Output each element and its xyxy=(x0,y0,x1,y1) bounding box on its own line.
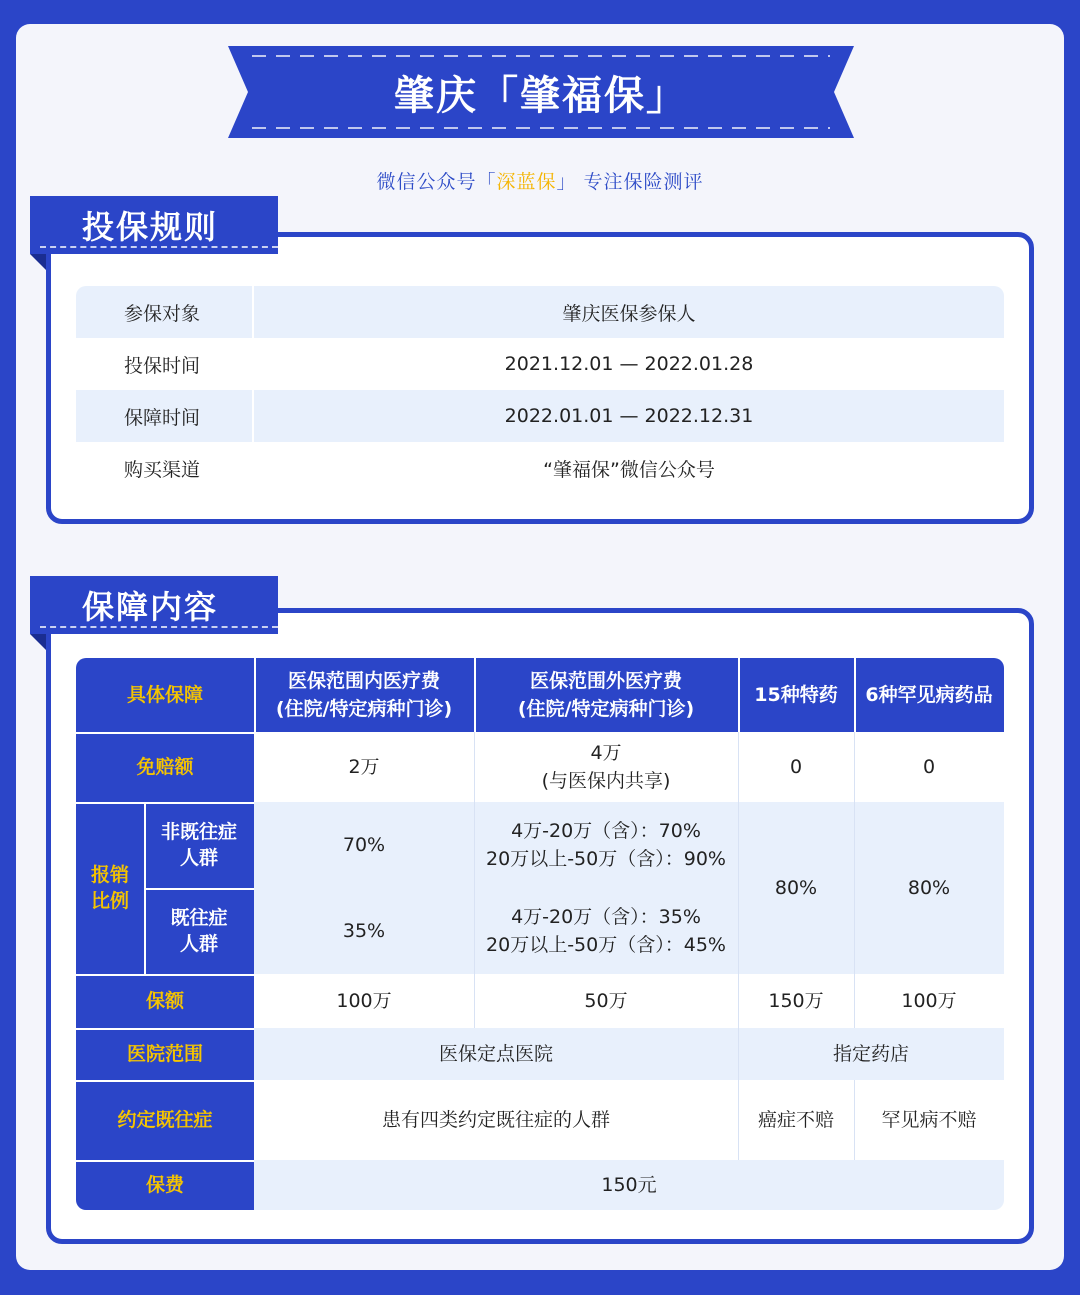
preexisting-left: 患有四类约定既往症的人群 xyxy=(254,1080,738,1160)
row-label-reimbursement: 报销 比例 xyxy=(76,802,144,974)
grid-line xyxy=(144,888,254,890)
grid-line xyxy=(474,732,475,1028)
deductible-col1: 2万 xyxy=(254,732,474,802)
subtitle xyxy=(0,167,1080,194)
benefit-heading-text: 保障内容 xyxy=(82,588,219,626)
title-banner xyxy=(228,46,854,138)
subtitle-suffix: 」 专注保险测评 xyxy=(556,171,704,193)
rules-label: 投保时间 xyxy=(76,338,254,390)
reimb-non-preexisting-col1: 70% xyxy=(254,802,474,888)
grid-line xyxy=(854,658,856,732)
ribbon-fold-icon xyxy=(30,634,46,650)
grid-line xyxy=(76,802,254,804)
amount-col1: 100万 xyxy=(254,974,474,1028)
grid-line xyxy=(144,802,146,974)
group-label-non-preexisting: 非既往症 人群 xyxy=(144,802,254,888)
page-title: 肇庆「肇福保」 xyxy=(394,72,688,119)
benefit-heading xyxy=(30,576,278,634)
deductible-col3: 0 xyxy=(738,732,854,802)
group-label-preexisting: 既往症 人群 xyxy=(144,888,254,974)
rules-table xyxy=(76,286,1004,494)
rules-label: 购买渠道 xyxy=(76,442,254,494)
ribbon-fold-icon xyxy=(30,254,46,270)
grid-line xyxy=(854,802,855,1028)
table-row xyxy=(76,286,1004,338)
table-row xyxy=(76,390,1004,442)
preexisting-col4: 罕见病不赔 xyxy=(854,1080,1004,1160)
reimb-non-preexisting-col2: 4万-20万（含）：70% 20万以上-50万（含）：90% xyxy=(474,802,738,888)
header-corner: 具体保障 xyxy=(76,658,254,732)
deductible-col4: 0 xyxy=(854,732,1004,802)
grid-line xyxy=(76,1080,254,1082)
header-col-in-insurance: 医保范围内医疗费 (住院/特定病种门诊) xyxy=(254,658,474,732)
grid-line xyxy=(854,1080,855,1160)
grid-line xyxy=(76,1028,254,1030)
rules-value: 肇庆医保参保人 xyxy=(562,302,696,325)
table-row xyxy=(76,338,1004,390)
row-label-amount: 保额 xyxy=(76,974,254,1028)
header-col-rare-drugs: 6种罕见病药品 xyxy=(854,658,1004,732)
rules-value: “肇福保”微信公众号 xyxy=(543,458,715,481)
rules-value: 2022.01.01 — 2022.12.31 xyxy=(504,405,754,427)
grid-line xyxy=(76,1160,254,1162)
grid-line xyxy=(254,658,256,732)
grid-line xyxy=(474,658,476,732)
subtitle-prefix: 微信公众号「 xyxy=(376,171,497,193)
hospital-right: 指定药店 xyxy=(738,1028,1004,1080)
amount-col3: 150万 xyxy=(738,974,854,1028)
grid-line xyxy=(738,658,740,732)
deductible-col2: 4万 (与医保内共享) xyxy=(474,732,738,802)
row-label-hospital: 医院范围 xyxy=(76,1028,254,1080)
grid-line xyxy=(76,732,1004,734)
reimb-preexisting-col2: 4万-20万（含）：35% 20万以上-50万（含）：45% xyxy=(474,888,738,974)
table-row xyxy=(76,442,1004,494)
premium-value: 150元 xyxy=(254,1160,1004,1210)
reimb-col3: 80% xyxy=(738,802,854,974)
header-col-special-drugs: 15种特药 xyxy=(738,658,854,732)
hospital-left: 医保定点医院 xyxy=(254,1028,738,1080)
amount-col4: 100万 xyxy=(854,974,1004,1028)
rules-value: 2021.12.01 — 2022.01.28 xyxy=(504,353,754,375)
amount-col2: 50万 xyxy=(474,974,738,1028)
header-col-out-insurance: 医保范围外医疗费 (住院/特定病种门诊) xyxy=(474,658,738,732)
rules-label: 保障时间 xyxy=(76,390,254,442)
benefit-table xyxy=(76,658,1004,1210)
reimb-preexisting-col1: 35% xyxy=(254,888,474,974)
row-label-deductible: 免赔额 xyxy=(76,732,254,802)
rules-heading xyxy=(30,196,278,254)
rules-label: 参保对象 xyxy=(76,286,254,338)
grid-line xyxy=(738,732,739,1160)
preexisting-col3: 癌症不赔 xyxy=(738,1080,854,1160)
subtitle-brand: 深蓝保 xyxy=(496,171,557,193)
grid-line xyxy=(854,732,855,802)
reimb-col4: 80% xyxy=(854,802,1004,974)
rules-heading-text: 投保规则 xyxy=(82,208,219,246)
row-label-preexisting: 约定既往症 xyxy=(76,1080,254,1160)
row-label-premium: 保费 xyxy=(76,1160,254,1210)
grid-line xyxy=(76,974,254,976)
